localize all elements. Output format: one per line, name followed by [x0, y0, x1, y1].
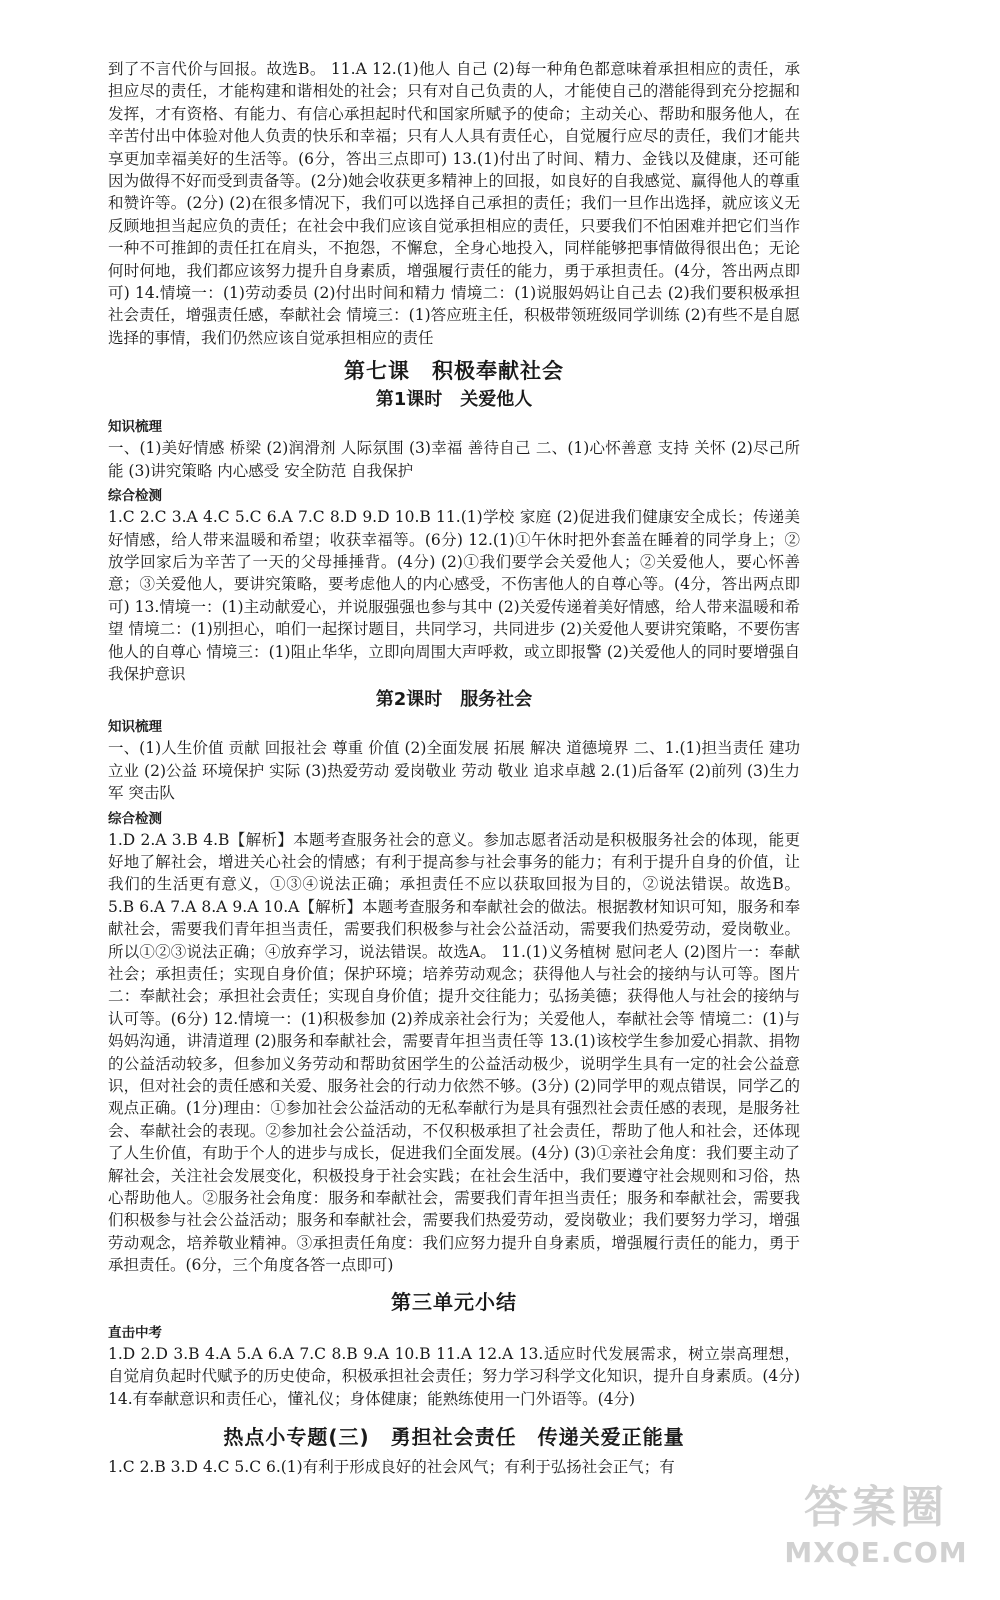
intro-paragraph: 到了不言代价与回报。故选B。 11.A 12.(1)他人 自己 (2)每一种角色都意味着承担相应的责任，承担应尽的责任，才能构建和谐相处的社会；只有对自己负责的人，才能使自己的潜能得到充分挖掘和发挥，才有资格、有能力、有信心承担起时代和国家所赋予的使命；主动关心、帮助和服务他人，在辛苦付出中体验对他人负责的快乐和幸福；只有人人具有责任心，自觉履行应尽的责任，我们才能共享更加幸福美好的生活等。(6分，答出三点即可) 13.(1)付出了时间、精力、金钱以及健康，还可能因为做得不好而受到责备等。(2分)她会收获更多精神上的回报，如良好的自我感觉、赢得他人的尊重和赞许等。(2分) (2)在很多情况下，我们可以选择自己承担的责任；我们一旦作出选择，就应该义无反顾地担当起应负的责任；在社会中我们应该自觉承担相应的责任，只要我们不怕困难并把它们当作一种不可推卸的责任扛在肩头，不抱怨，不懈怠，全身心地投入，同样能够把事情做得很出色；无论何时何地，我们都应该努力提升自身素质，增强履行责任的能力，勇于承担责任。(4分，答出两点即可) 14.情境一：(1)劳动委员 (2)付出时间和精力 情境二：(1)说服妈妈让自己去 (2)我们要积极承担社会责任，增强责任感，奉献社会 情境三：(1)答应班主任，积极带领班级同学训练 (2)有些不是自愿选择的事情，我们仍然应该自觉承担相应的责任 [108, 60, 800, 347]
period-2-knowledge-label: 知识梳理 [108, 719, 162, 736]
exam-label: 直击中考 [108, 1324, 162, 1341]
watermark-logo [776, 1480, 976, 1590]
hot-topic-3-title: 热点小专题(三) 勇担社会责任 传递关爱正能量 [223, 1424, 685, 1449]
period-2-title: 第2课时 服务社会 [375, 689, 533, 711]
unit-3-summary-title: 第三单元小结 [391, 1289, 517, 1314]
period-1-test-text: 1.C 2.C 3.A 4.C 5.C 6.A 7.C 8.D 9.D 10.B 11.(1)学校 家庭 (2)促进我们健康安全成长；传递美好情感，给人带来温暖和希望；收获幸福等。(6分) 12.(1)①午休时把外套盖在睡着的同学身上；②放学回家后为辛苦了一天的父母捶捶背。(4分) (2)①我们要学会关爱他人；②关爱他人，要心怀善意；③关爱他人，要讲究策略，要考虑他人的内心感受，不伤害他人的自尊心等。(4分，答出两点即可) 13.情境一：(1)主动献爱心，并说服强强也参与其中 (2)关爱传递着美好情感，给人带来温暖和希望 情境二：(1)别担心，咱们一起探讨题目，共同学习，共同进步 (2)关爱他人要讲究策略，不要伤害他人的自尊心 情境三：(1)阻止华华，立即向周围大声呼救，或立即报警 (2)关爱他人的同时要增强自我保护意识 [108, 508, 800, 683]
period-2-test-label: 综合检测 [108, 810, 162, 827]
hot-topic-3-text: 1.C 2.B 3.D 4.C 5.C 6.(1)有利于形成良好的社会风气；有利于弘扬社会正气；有 [108, 1457, 675, 1476]
period-1-knowledge-label: 知识梳理 [108, 419, 162, 436]
watermark-site-text: MXQE.COM [784, 1536, 968, 1569]
exam-text: 1.D 2.D 3.B 4.A 5.A 6.A 7.C 8.B 9.A 10.B 11.A 12.A 13.适应时代发展需求，树立崇高理想，自觉肩负起时代赋予的历史使命，积极承担社会责任；努力学习科学文化知识，提升自身素质。(4分) 14.有奉献意识和责任心，懂礼仪；身体健康；能熟练使用一门外语等。(4分) [108, 1344, 800, 1408]
lesson-7-title: 第七课 积极奉献社会 [344, 359, 564, 384]
period-1-test-label: 综合检测 [108, 488, 162, 505]
period-1-title: 第1课时 关爱他人 [375, 389, 533, 411]
watermark-logo-text: 答案圈 [804, 1482, 948, 1533]
period-2-knowledge-text: 一、(1)人生价值 贡献 回报社会 尊重 价值 (2)全面发展 拓展 解决 道德境界 二、1.(1)担当责任 建功立业 (2)公益 环境保护 实际 (3)热爱劳动 爱岗敬业 劳动 敬业 追求卓越 2.(1)后备军 (2)前列 (3)生力军 突击队 [108, 739, 800, 803]
period-2-test-text: 1.D 2.A 3.B 4.B【解析】本题考查服务社会的意义。参加志愿者活动是积极服务社会的体现，能更好地了解社会，增进关心社会的情感；有利于提高参与社会事务的能力；有利于提升自身的价值，让我们的生活更有意义，①③④说法正确；承担责任不应以获取回报为目的，②说法错误。故选B。 5.B 6.A 7.A 8.A 9.A 10.A【解析】本题考查服务和奉献社会的做法。根据教材知识可知，服务和奉献社会，需要我们青年担当责任，需要我们积极参与社会公益活动，需要我们热爱劳动，爱岗敬业。所以①②③说法正确；④放弃学习，说法错误。故选A。 11.(1)义务植树 慰问老人 (2)图片一：奉献社会；承担责任；实现自身价值；保护环境；培养劳动观念；获得他人与社会的接纳与认可等。图片二：奉献社会；承担社会责任；实现自身价值；提升交往能力；弘扬美德；获得他人与社会的接纳与认可等。(6分) 12.情境一：(1)积极参加 (2)养成亲社会行为；关爱他人，奉献社会等 情境二：(1)与妈妈沟通，讲清道理 (2)服务和奉献社会，需要青年担当责任等 13.(1)该校学生参加爱心捐款、捐物的公益活动较多，但参加义务劳动和帮助贫困学生的公益活动极少，说明学生具有一定的社会公益意识，但对社会的责任感和关爱、服务社会的行动力依然不够。(3分) (2)同学甲的观点错误，同学乙的观点正确。(1分)理由：①参加社会公益活动的无私奉献行为是具有强烈社会责任感的表现，是服务社会、奉献社会的表现。②参加社会公益活动，不仅积极承担了社会责任，帮助了他人和社会，还体现了人生价值，有助于个人的进步与成长，促进我们全面发展。(4分) (3)①亲社会角度：我们要主动了解社会，关注社会发展变化，积极投身于社会实践；在社会生活中，我们要遵守社会规则和习俗，热心帮助他人。②服务社会角度：服务和奉献社会，需要我们青年担当责任；服务和奉献社会，需要我们积极参与社会公益活动；服务和奉献社会，需要我们热爱劳动，爱岗敬业；我们要努力学习，增强劳动观念，培养敬业精神。③承担责任角度：我们应努力提升自身素质，增强履行责任的能力，勇于承担责任。(6分，三个角度各答一点即可) [108, 830, 800, 1275]
answer-page [108, 58, 800, 1478]
period-1-knowledge-text: 一、(1)美好情感 桥梁 (2)润滑剂 人际氛围 (3)幸福 善待自己 二、(1)心怀善意 支持 关怀 (2)尽己所能 (3)讲究策略 内心感受 安全防范 自我保护 [108, 439, 800, 480]
